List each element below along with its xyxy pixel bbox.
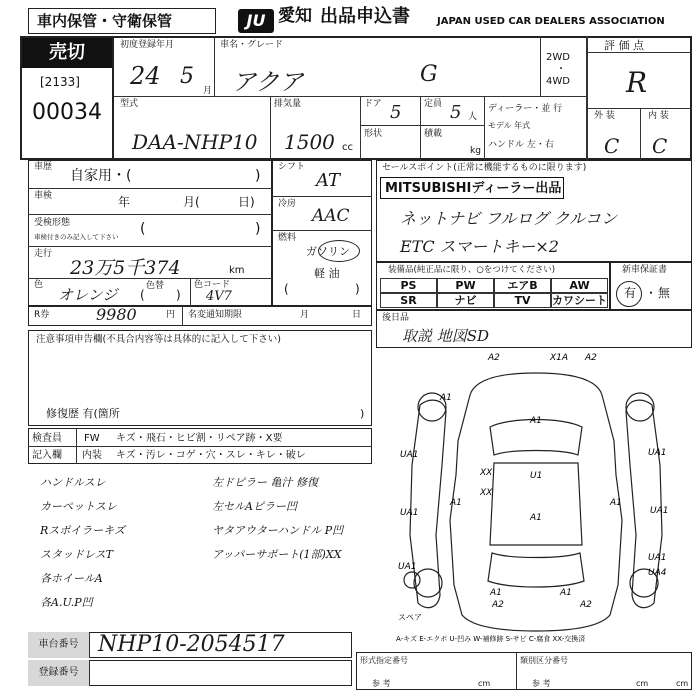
inspector-note: アッパーサポート(1部)XX xyxy=(212,548,342,561)
equipment-item: エアB xyxy=(494,278,551,293)
selling-banner: MITSUBISHIディーラー出品 xyxy=(380,177,564,199)
ac-value: AAC xyxy=(312,206,350,226)
inspector-notes-right xyxy=(212,474,382,594)
inspector-row-2: キズ・汚レ・コゲ・穴・スレ・キレ・破レ xyxy=(116,450,306,461)
interior-grade: C xyxy=(652,134,668,158)
first-reg-month: 5 xyxy=(180,64,194,89)
designation-label: 形式指定番号 xyxy=(360,656,408,665)
damage-mark: UA1 xyxy=(648,448,667,458)
spare-label: スペア xyxy=(398,613,422,622)
color-code-label: 色コード xyxy=(194,280,231,290)
inspector-fw: FW xyxy=(84,433,100,444)
top-section xyxy=(20,36,692,160)
inspection-label: 車検 xyxy=(34,191,53,201)
sold-code: [2133] xyxy=(40,75,80,89)
warranty-yes-circle xyxy=(616,281,642,307)
inspection-year: 年 xyxy=(118,195,131,209)
shift-label: シフト xyxy=(278,162,306,172)
color-tone-close: ) xyxy=(176,288,181,302)
capacity-label: 定員 xyxy=(424,99,443,109)
aftermarket-value: 取説 地図SD xyxy=(402,327,490,345)
warranty-yes: 有 xyxy=(624,286,637,300)
load-unit: kg xyxy=(470,146,481,156)
fuel-open: ( xyxy=(284,282,289,296)
class-label: 類別区分番号 xyxy=(520,656,568,665)
capacity-unit: 人 xyxy=(468,112,478,122)
equipment-item: PW xyxy=(437,278,494,293)
interior-label: 内 装 xyxy=(648,111,669,121)
recv-form-note: 車検付きのみ記入して下さい xyxy=(34,233,119,241)
rear-window-outline xyxy=(488,553,584,587)
handle-label: ハンドル 左・右 xyxy=(488,140,554,150)
inspector-note: 各A.U.P凹 xyxy=(40,596,93,609)
door-value: 5 xyxy=(390,102,402,123)
equipment-item: TV xyxy=(494,293,551,308)
recycle-label: R券 xyxy=(34,310,50,320)
front-right-wheel xyxy=(626,393,654,421)
inspector-note: スタッドレスT xyxy=(40,548,114,561)
fuel-close: ) xyxy=(355,282,360,296)
displacement-value: 1500 xyxy=(284,130,335,154)
notice-label: 名変通知期限 xyxy=(188,310,243,320)
recycle-unit: 円 xyxy=(166,310,176,320)
fuel-gas-circle xyxy=(318,240,360,262)
first-reg-label: 初度登録年月 xyxy=(120,40,175,50)
damage-mark: UA1 xyxy=(648,553,667,563)
car-name-label: 車名・グレード xyxy=(220,40,284,50)
exterior-label: 外 装 xyxy=(594,111,615,121)
rating-score: R xyxy=(626,66,648,99)
ref-cm-2: cm xyxy=(636,679,649,688)
ju-logo: JU xyxy=(238,9,274,33)
warranty-sep: ・ xyxy=(645,286,658,300)
inspector-note: 左ドピラー 亀汁 修復 xyxy=(212,476,318,489)
damage-mark: UA4 xyxy=(648,568,667,578)
first-reg-year: 24 xyxy=(130,62,161,90)
repair-label: 修復歴 有(箇所 xyxy=(46,407,120,420)
notes-label: 注意事項申告欄(不具合内容等は具体的に記入して下さい) xyxy=(36,334,281,345)
equipment-item: SR xyxy=(380,293,437,308)
displacement-label: 排気量 xyxy=(274,99,302,109)
color-value: オレンジ xyxy=(58,286,118,304)
damage-mark: A2 xyxy=(488,353,500,363)
form-title: 出品申込書 xyxy=(320,6,410,27)
capacity-value: 5 xyxy=(450,102,462,123)
shape-label: 形状 xyxy=(364,129,383,139)
selling-line-2: ETC スマートキー×2 xyxy=(400,237,559,256)
damage-mark: A2 xyxy=(585,353,597,363)
inspector-note: 左セルAピラー凹 xyxy=(212,500,297,513)
damage-mark: UA1 xyxy=(400,450,419,460)
damage-mark: UA1 xyxy=(400,508,419,518)
inspector-note: ハンドルスレ xyxy=(40,476,106,489)
chassis-label: 車台番号 xyxy=(28,632,90,658)
fuel-label: 燃料 xyxy=(278,233,297,243)
mileage-value: 23万5千374 xyxy=(70,257,181,279)
recycle-value: 9980 xyxy=(96,305,137,324)
equipment-item: AW xyxy=(551,278,608,293)
color-tone-label: 色替 xyxy=(146,281,165,291)
history-close: ) xyxy=(255,168,261,184)
mileage-unit: km xyxy=(229,265,245,276)
ref-label: 参 考 xyxy=(372,679,391,688)
storage-label: 車内保管・守衛保管 xyxy=(37,12,173,30)
lot-number: 00034 xyxy=(32,100,102,125)
history-label: 車歴 xyxy=(34,162,53,172)
door-label: ドア xyxy=(364,99,382,109)
ref-cm-1: cm xyxy=(478,679,491,688)
org-name: 愛知 xyxy=(278,6,312,26)
notice-month: 月 xyxy=(300,310,310,320)
mileage-label: 走行 xyxy=(34,249,53,259)
inspector-row-1: キズ・飛石・ヒビ割・リペア跡・X要 xyxy=(116,433,283,444)
car-damage-diagram xyxy=(380,345,692,645)
recv-form-label: 受検形態 xyxy=(34,218,71,228)
ref-cm-3: cm xyxy=(676,679,689,688)
car-name-value: アクア xyxy=(232,68,304,96)
damage-mark: A2 xyxy=(580,600,592,610)
damage-mark: A2 xyxy=(492,600,504,610)
car-body-outline xyxy=(450,373,622,631)
notice-day: 日 xyxy=(352,310,362,320)
inspection-day: 日) xyxy=(238,195,255,209)
shift-value: AT xyxy=(316,170,341,191)
rating-label: 評 価 点 xyxy=(604,39,644,52)
inspector-interior: 内装 xyxy=(82,450,102,461)
color-code-value: 4V7 xyxy=(206,289,232,304)
fuel-gas: ガソリン xyxy=(306,245,350,258)
selling-points-label: セールスポイント(正常に機能するものに限ります) xyxy=(382,163,587,173)
equipment-label: 装備品(純正品に限り、○をつけてください) xyxy=(388,265,556,275)
warranty-no: 無 xyxy=(658,286,671,300)
ref-label-2: 参 考 xyxy=(532,679,551,688)
inspector-note: 各ホイールA xyxy=(40,572,103,585)
registration-label: 登録番号 xyxy=(28,660,90,686)
damage-mark: A1 xyxy=(450,498,462,508)
spare-tire xyxy=(404,572,420,588)
sold-label: 売切 xyxy=(22,38,112,68)
damage-mark: X1A xyxy=(550,353,569,363)
drive-2wd: 2WD xyxy=(546,52,570,63)
rear-left-wheel xyxy=(414,569,442,597)
storage-label-box xyxy=(28,8,216,34)
aftermarket-label: 後日品 xyxy=(382,313,410,323)
inspector-note: ヤタアウターハンドル P凹 xyxy=(212,524,344,537)
load-label: 積載 xyxy=(424,129,443,139)
car-grade-value: G xyxy=(420,62,438,87)
inspector-notes-left xyxy=(40,474,210,624)
damage-legend: A-キズ E-エクボ U-凹み W-補修跡 S-サビ C-腐食 XX-交換済 xyxy=(396,635,586,643)
history-value: 自家用・( xyxy=(70,168,132,184)
dealer-label: ディーラー・並 行 xyxy=(488,104,563,114)
recv-form-open: ( xyxy=(140,221,146,237)
model-year-label: モデル 年式 xyxy=(488,121,531,130)
equipment-item: カワシート xyxy=(552,294,607,307)
fuel-diesel: 軽 油 xyxy=(314,267,340,280)
assoc-name-en: JAPAN USED CAR DEALERS ASSOCIATION xyxy=(437,16,665,27)
exterior-grade: C xyxy=(604,134,620,158)
inspector-note: カーペットスレ xyxy=(40,500,117,513)
damage-mark: A1 xyxy=(610,498,622,508)
model-type-value: DAA-NHP10 xyxy=(132,130,258,154)
repair-close: ) xyxy=(360,407,365,420)
damage-mark: U1 xyxy=(530,471,543,481)
inspection-month: 月( xyxy=(183,195,200,209)
damage-mark: A1 xyxy=(530,416,542,426)
inspector-label: 検査員 xyxy=(32,433,62,444)
drive-4wd: 4WD xyxy=(546,76,570,87)
equipment-item: PS xyxy=(380,278,437,293)
recv-form-close: ) xyxy=(255,221,261,237)
chassis-value: NHP10-2054517 xyxy=(98,632,285,657)
selling-line-1: ネットナビ フルログ クルコン xyxy=(400,209,618,228)
damage-mark: XX xyxy=(480,468,493,478)
first-reg-month-unit: 月 xyxy=(203,86,213,96)
inspector-label-2: 記入欄 xyxy=(32,450,62,461)
damage-mark: A1 xyxy=(440,393,452,403)
damage-mark: A1 xyxy=(530,513,542,523)
warranty-label: 新車保証書 xyxy=(622,265,668,275)
damage-mark: A1 xyxy=(490,588,502,598)
equipment-grid xyxy=(380,278,608,308)
damage-mark: XX xyxy=(480,488,493,498)
inspector-note: Rスポイラーキズ xyxy=(40,524,126,537)
color-tone-open: ( xyxy=(140,288,145,302)
equipment-item: ナビ xyxy=(437,293,494,308)
displacement-unit: cc xyxy=(342,142,353,153)
color-label: 色 xyxy=(34,280,44,290)
damage-mark: UA1 xyxy=(398,562,417,572)
model-type-label: 型式 xyxy=(120,99,139,109)
damage-mark: A1 xyxy=(560,588,572,598)
damage-mark: UA1 xyxy=(650,506,669,516)
ac-label: 冷房 xyxy=(278,199,297,209)
drive-dot: ・ xyxy=(556,64,566,75)
